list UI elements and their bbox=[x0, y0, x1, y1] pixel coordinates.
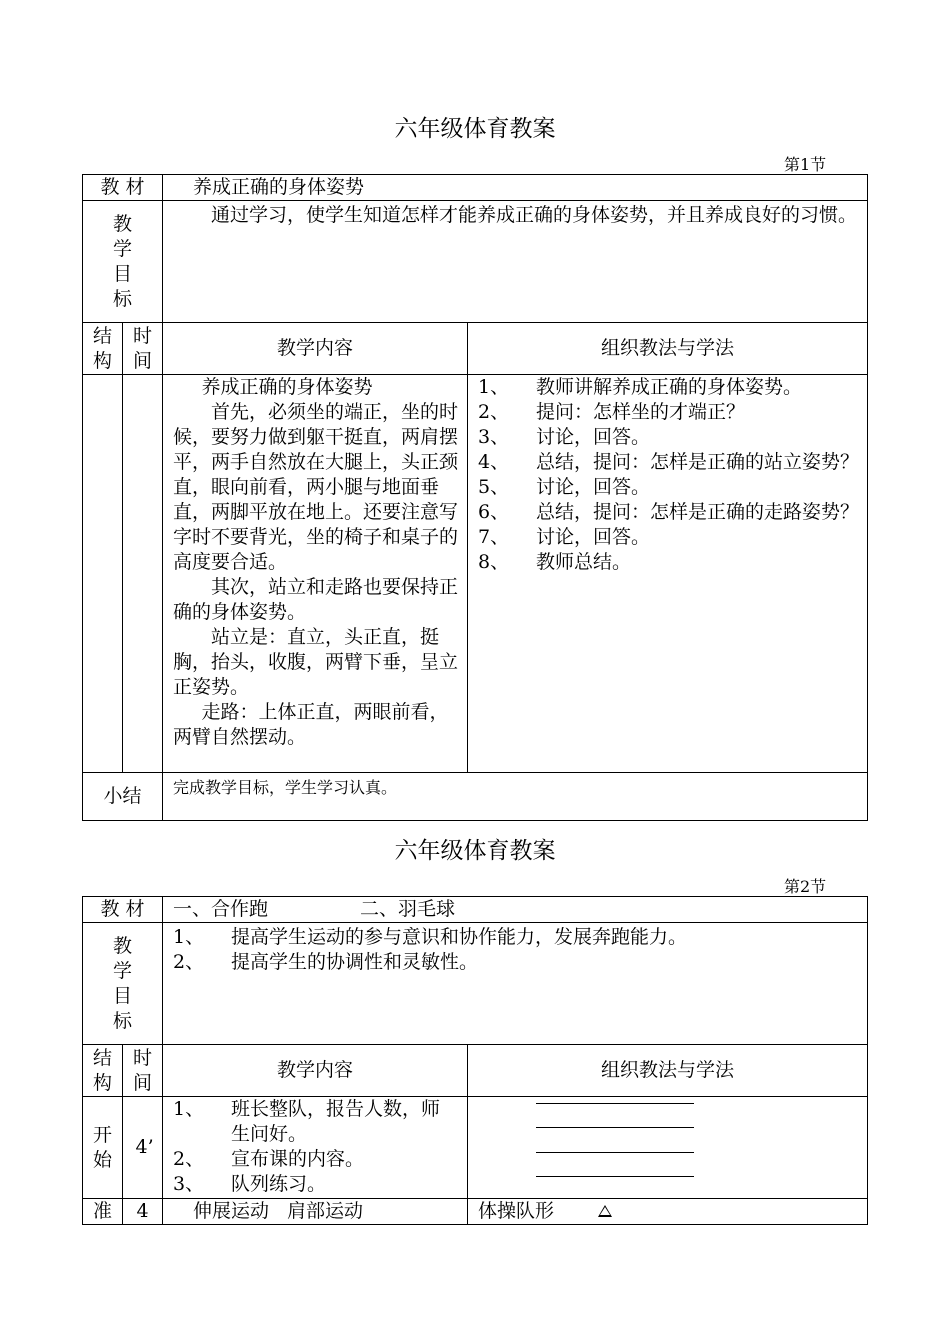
plan1-method-item: 4、 总结，提问：怎样是正确的站立姿势？ bbox=[478, 451, 860, 473]
plan1-method-item: 3、 讨论，回答。 bbox=[478, 426, 651, 448]
plan2-prep-method-text: 体操队形 bbox=[478, 1200, 555, 1222]
plan2-time-label: 时间 bbox=[123, 1045, 163, 1097]
plan1-material: 养成正确的身体姿势 bbox=[163, 175, 868, 201]
plan1-time-cell bbox=[123, 375, 163, 773]
plan1-summary-label: 小结 bbox=[83, 773, 163, 821]
plan1-method-item: 6、 总结，提问：怎样是正确的走路姿势？ bbox=[478, 501, 860, 523]
plan1-content-paragraph: 站立是：直立，头正直，挺胸，抬头，收腹，两臂下垂，呈立正姿势。 bbox=[173, 626, 459, 698]
plan2-prep-method bbox=[468, 1199, 868, 1225]
plan2-prep-item: 伸展运动 bbox=[193, 1200, 270, 1222]
plan1-method-item: 5、 讨论，回答。 bbox=[478, 476, 651, 498]
plan2-start-item: 3、 队列练习。 bbox=[173, 1173, 327, 1195]
plan1-content bbox=[163, 375, 468, 773]
plan2-start-item: 1、 班长整队，报告人数，师生问好。 bbox=[173, 1098, 441, 1145]
plan1-method-header: 组织教法与学法 bbox=[468, 323, 868, 375]
plan1-goal-label: 教学目标 bbox=[83, 201, 163, 323]
plan2-structure-label: 结构 bbox=[83, 1045, 123, 1097]
triangle-icon bbox=[598, 1205, 612, 1217]
plan2-prep-item: 肩部运动 bbox=[287, 1200, 364, 1222]
plan1-method-item: 2、 提问：怎样坐的才端正？ bbox=[478, 401, 746, 423]
plan1-method-item: 8、 教师总结。 bbox=[478, 551, 632, 573]
plan2-start-method bbox=[468, 1097, 868, 1199]
plan2-prep-time: 4 bbox=[123, 1199, 163, 1225]
formation-line bbox=[536, 1152, 694, 1153]
plan2-title: 六年级体育教案 bbox=[394, 838, 556, 864]
plan1-title: 六年级体育教案 bbox=[394, 116, 556, 142]
plan2-content-header: 教学内容 bbox=[163, 1045, 468, 1097]
plan1-structure-label: 结构 bbox=[83, 323, 123, 375]
plan1-summary: 完成教学目标，学生学习认真。 bbox=[163, 773, 868, 821]
plan1-lesson-number: 第1节 bbox=[784, 155, 827, 174]
plan1-content-header: 教学内容 bbox=[163, 323, 468, 375]
plan1-method-item: 1、 教师讲解养成正确的身体姿势。 bbox=[478, 376, 803, 398]
formation-line bbox=[536, 1103, 694, 1104]
plan1-table bbox=[82, 174, 868, 821]
plan2-material-label: 教 材 bbox=[83, 897, 163, 923]
plan2-start-time: 4’ bbox=[123, 1097, 163, 1199]
plan1-content-paragraph: 走路：上体正直，两眼前看，两臂自然摆动。 bbox=[173, 701, 449, 748]
plan2-start-content bbox=[163, 1097, 468, 1199]
formation-line bbox=[536, 1176, 694, 1177]
plan2-prep-content bbox=[163, 1199, 468, 1225]
plan1-material-label: 教 材 bbox=[83, 175, 163, 201]
plan1-content-paragraph: 首先，必须坐的端正，坐的时候，要努力做到躯干挺直，两肩摆平，两手自然放在大腿上，头正颈直，眼向前看，两小腿与地面垂直，两脚平放在地上。还要注意写字时不要背光，坐的椅子和桌子的高度要合适。 bbox=[173, 401, 459, 573]
plan1-structure-cell bbox=[83, 375, 123, 773]
plan2-material-item: 一、合作跑 bbox=[173, 898, 269, 920]
plan2-goal-item: 1、 提高学生运动的参与意识和协作能力，发展奔跑能力。 bbox=[173, 926, 688, 948]
plan2-start-structure: 开始 bbox=[83, 1097, 123, 1199]
formation-line bbox=[536, 1127, 694, 1128]
plan2-table bbox=[82, 896, 868, 1225]
plan1-goal: 通过学习，使学生知道怎样才能养成正确的身体姿势，并且养成良好的习惯。 bbox=[163, 201, 868, 323]
plan1-time-label: 时间 bbox=[123, 323, 163, 375]
plan1-methods bbox=[468, 375, 868, 773]
plan2-start-item: 2、 宣布课的内容。 bbox=[173, 1148, 365, 1170]
plan2-material bbox=[163, 897, 868, 923]
plan2-prep-structure: 准 bbox=[83, 1199, 123, 1225]
plan1-method-item: 7、 讨论，回答。 bbox=[478, 526, 651, 548]
plan2-goal-label: 教学目标 bbox=[83, 923, 163, 1045]
plan2-method-header: 组织教法与学法 bbox=[468, 1045, 868, 1097]
plan2-goals bbox=[163, 923, 868, 1045]
plan2-goal-item: 2、 提高学生的协调性和灵敏性。 bbox=[173, 951, 479, 973]
plan2-lesson-number: 第2节 bbox=[784, 877, 827, 896]
plan1-content-heading: 养成正确的身体姿势 bbox=[201, 376, 373, 398]
plan2-material-item: 二、羽毛球 bbox=[360, 898, 456, 920]
plan1-content-paragraph: 其次，站立和走路也要保持正确的身体姿势。 bbox=[173, 576, 459, 623]
